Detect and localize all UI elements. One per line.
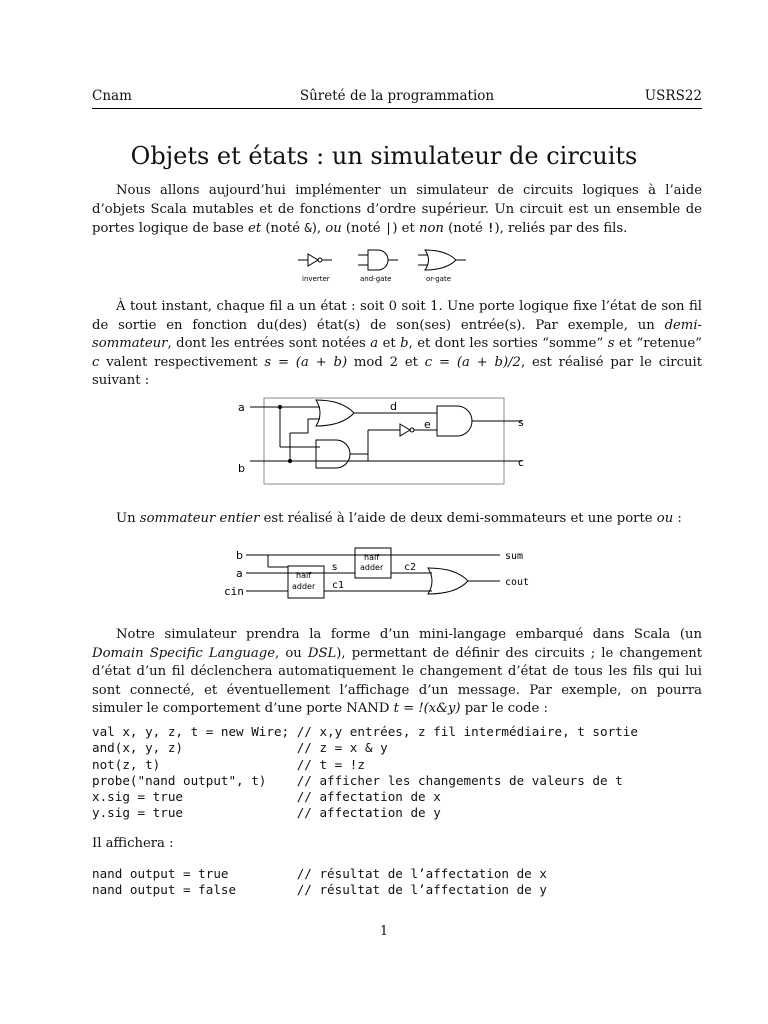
page-header [92,88,702,106]
fa-wire-s-label: s [332,562,338,573]
full-adder-figure [220,540,540,605]
page-number: 1 [379,924,389,939]
simulator-paragraph: Notre simulateur prendra la forme d’un mini-langage embarqué dans Scala (un Domain Specific Language, ou DSL), permettant de définir des circuits ; le changement d’état d’un fil déclenchera automatiquement le changement d’état de tous les fils qui lui sont connecté, et éventuellement l’affichage d’un message. Par exemple, on pourra simuler le comportement d’une porte NAND t = !(x&y) par le code : [92,627,702,716]
page-title: Objets et états : un simulateur de circuits [130,142,638,170]
fa-wire-c1-label: c1 [332,580,345,591]
inverter-label: inverter [302,275,330,283]
and-gate-label: and-gate [360,275,392,283]
fa-input-cin-label: cin [224,585,244,598]
output-s-label: s [518,416,524,429]
full-adder-paragraph: Un sommateur entier est réalisé à l’aide de deux demi-sommateurs et une porte ou : [116,511,682,526]
fa-output-cout-label: cout [505,577,530,588]
half-adder-top-label1: half [364,553,380,562]
fa-output-sum-label: sum [505,551,524,562]
fa-input-b-label: b [236,549,243,562]
code-block-nand: val x, y, z, t = new Wire; // x,y entrées, z fil intermédiaire, t sortie and(x, y, z) // z = x & y not(z, t) // t = !z probe("nand output", t) // afficher les changements de valeurs de t x.sig = true // affectation de x y.sig = true // affectation de y [92,724,638,821]
output-c-label: c [518,456,525,469]
code-block-output: nand output = true // résultat de l’affectation de x nand output = false // résultat de l’affectation de y [92,866,547,898]
intro-paragraph: Nous allons aujourd’hui implémenter un simulateur de circuits logiques à l’aide d’objets Scala mutables et de fonctions d’ordre supérieur. Un circuit est un ensemble de portes logique de base et (noté &), ou (noté |) et non (noté !), reliés par des fils. [92,183,702,236]
half-adder-figure [232,390,542,490]
output-intro: Il affichera : [92,836,174,851]
wire-e-label: e [424,418,431,431]
header-rule [92,108,702,109]
header-center: Sûreté de la programmation [299,88,495,104]
input-b-label: b [238,462,245,475]
header-right: USRS22 [644,88,702,104]
header-left: Cnam [92,88,132,104]
half-adder-top-label2: adder [360,563,384,572]
half-adder-bottom-label2: adder [292,582,316,591]
half-adder-bottom-label1: half [296,571,312,580]
input-a-label: a [238,401,245,414]
or-gate-label: or-gate [426,275,452,283]
fa-input-a-label: a [236,567,243,580]
fa-wire-c2-label: c2 [404,562,417,573]
state-paragraph: À tout instant, chaque fil a un état : soit 0 soit 1. Une porte logique fixe l’état de son fil de sortie en fonction du(des) état(s) de son(ses) entrée(s). Par exemple, un demi-sommateur, dont les entrées sont notées a et b, et dont les sorties “somme” s et “retenue” c valent respectivement s = (a + b) mod 2 et c = (a + b)/2, est réalisé par le circuit suivant : [92,299,702,388]
wire-d-label: d [390,400,397,413]
logic-gates-figure [296,246,476,286]
